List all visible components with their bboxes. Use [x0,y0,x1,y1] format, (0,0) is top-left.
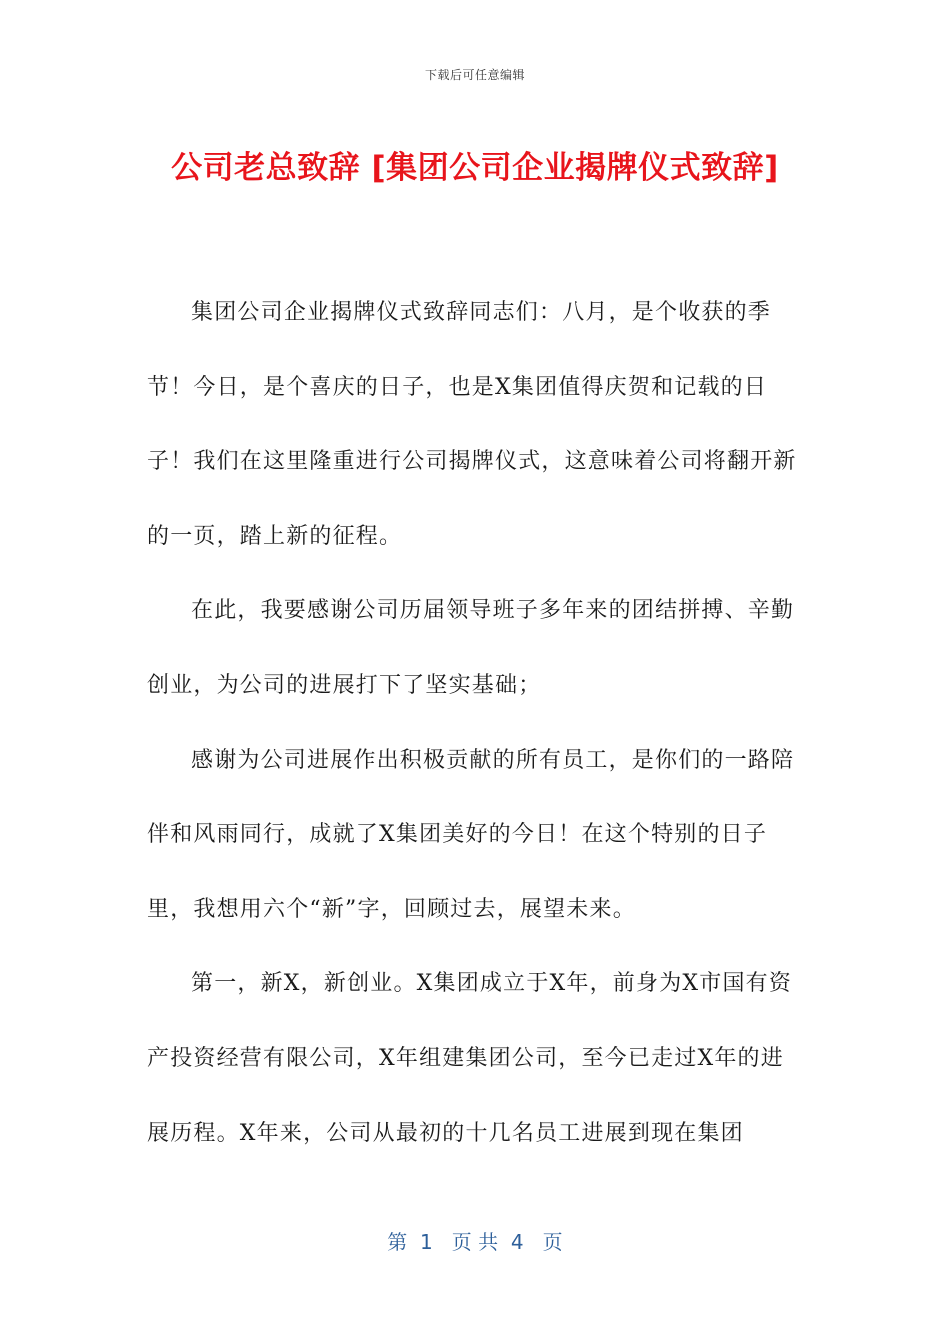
paragraph-3: 感谢为公司进展作出积极贡献的所有员工，是你们的一路陪伴和风雨同行，成就了X集团美好的今日！在这个特别的日子里，我想用六个“新”字，回顾过去，展望未来。 [147,747,795,922]
paragraph-1: 集团公司企业揭牌仪式致辞同志们：八月，是个收获的季节！今日，是个喜庆的日子，也是X集团值得庆贺和记载的日子！我们在这里隆重进行公司揭牌仪式，这意味着公司将翻开新的一页，踏上新的征程。 [147,300,797,549]
document-body [147,276,807,1171]
document-title: 公司老总致辞 [集团公司企业揭牌仪式致辞] [171,150,779,186]
paragraph-2: 在此，我要感谢公司历届领导班子多年来的团结拼搏、辛勤创业，为公司的进展打下了坚实基础； [147,598,795,698]
header-note: 下载后可任意编辑 [424,68,525,82]
page-number-footer: 第 1 页 共 4 页 [387,1230,563,1254]
paragraph-4: 第一，新X，新创业。X集团成立于X年，前身为X市国有资产投资经营有限公司，X年组建集团公司，至今已走过X年的进展历程。X年来，公司从最初的十几名员工进展到现在集团 [147,971,793,1146]
